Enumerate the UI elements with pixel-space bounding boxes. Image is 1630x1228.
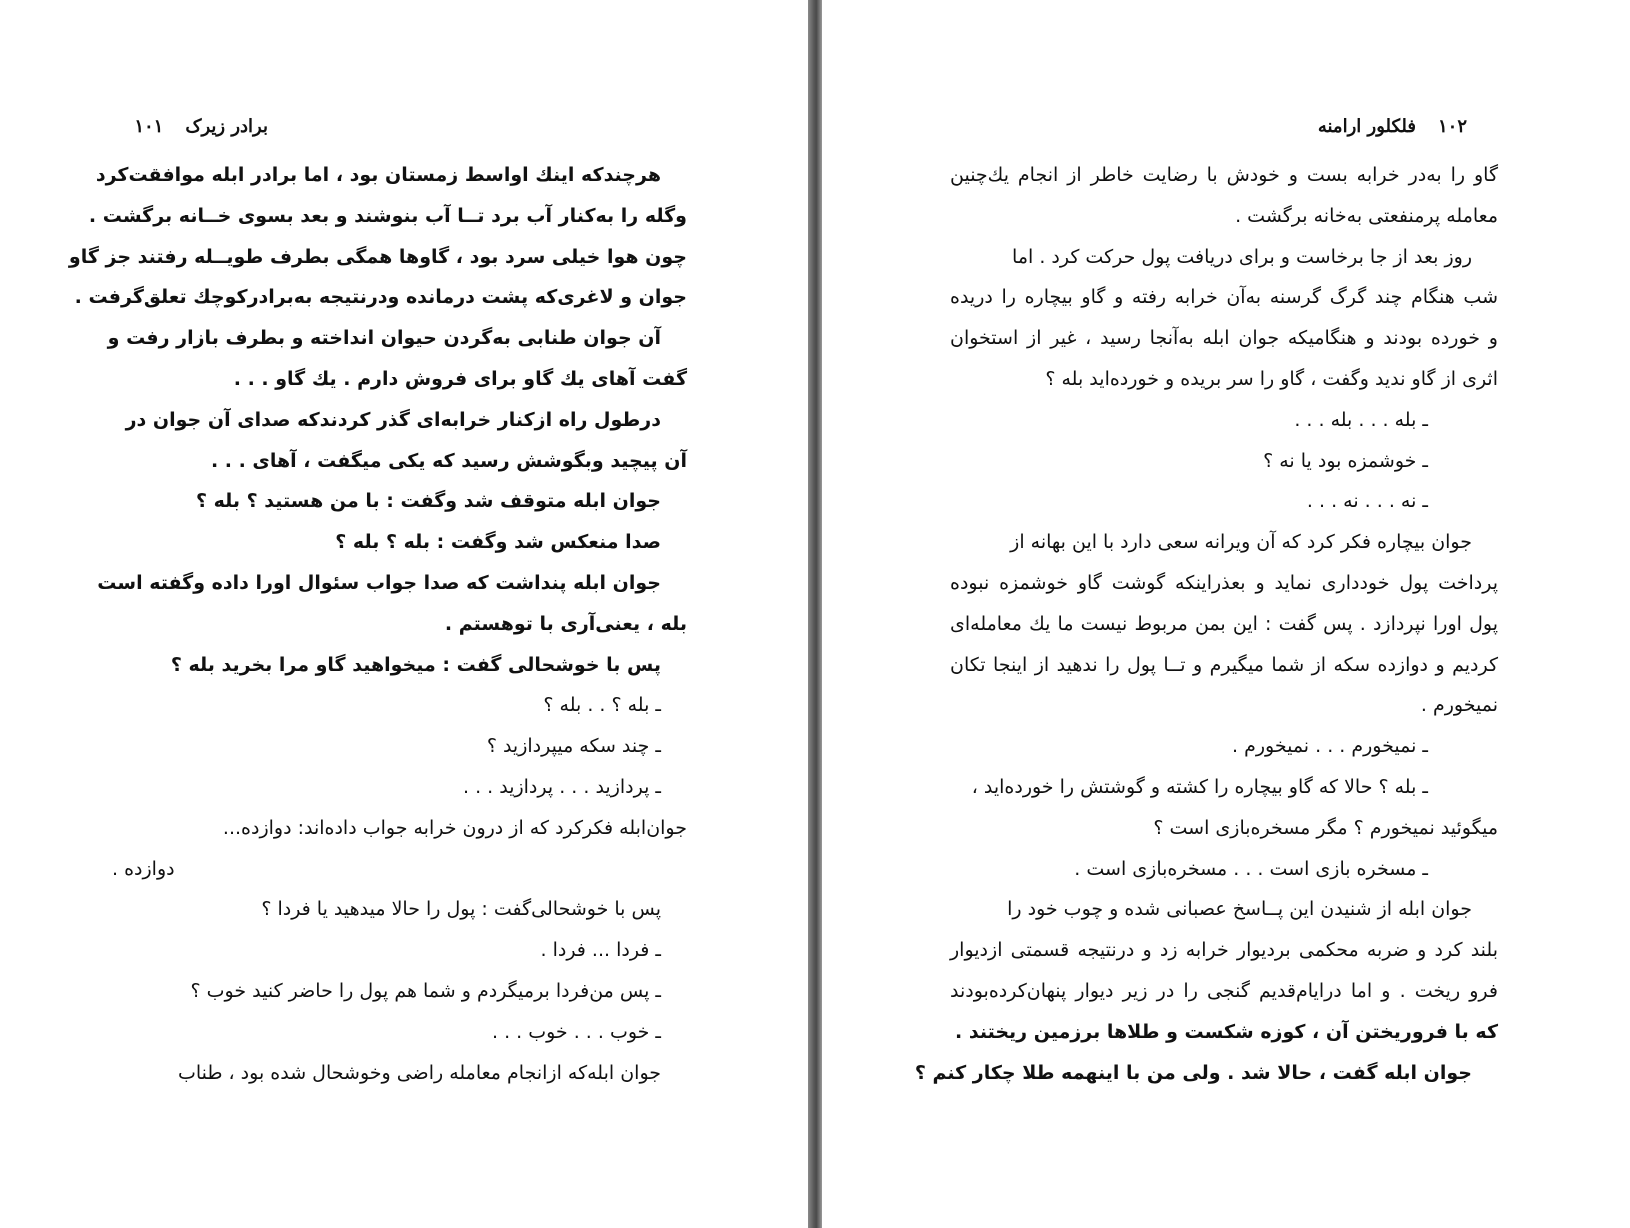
text-line: روز بعد از جا برخاست و برای دریافت پول حرکت کرد . اما bbox=[1012, 245, 1472, 268]
text-line: جوان بیچاره فکر کرد که آن ویرانه سعی دارد با این بهانه از bbox=[1010, 531, 1472, 554]
text-line: ـ پس من‌فردا برمیگردم و شما هم پول را حاضر کنید خوب ؟ bbox=[190, 979, 661, 1002]
text-line: جوان ابله‌که ازانجام معامله راضی وخوشحال شده بود ، طناب bbox=[177, 1061, 661, 1084]
text-line: ـ بله . . . بله . . . bbox=[1294, 408, 1428, 431]
text-line: ـ فردا ... فردا . bbox=[540, 939, 661, 962]
page-title: فلکلور ارامنه bbox=[1317, 116, 1416, 137]
text-line: جوان ابله از شنیدن این پــاسخ عصبانی شده و چوب خود را bbox=[1007, 898, 1472, 921]
text-line: ـ نمیخورم . . . نمیخورم . bbox=[1231, 735, 1428, 758]
text-line: ـ مسخره بازی است . . . مسخره‌بازی است . bbox=[1074, 857, 1428, 880]
text-line: جوان‌ابله فکرکرد که از درون خرابه جواب داده‌اند: دوازده... bbox=[222, 816, 687, 839]
text-line: ـ پردازید . . . پردازید . . . bbox=[462, 775, 661, 798]
text-line: چون هوا خیلی سرد بود ، گاوها همگی بطرف طویــله رفتند جز گاو bbox=[68, 245, 687, 268]
page-header bbox=[1309, 116, 1467, 137]
text-line: بلند کرد و ضربه محکمی بردیوار خرابه زد و درنتیجه قسمتی ازدیوار bbox=[950, 939, 1498, 962]
text-line: پول اورا نپردازد . پس گفت : این بمن مربوط نیست ما یك معامله‌ای bbox=[950, 612, 1498, 635]
text-line: صدا منعکس شد وگفت : بله ؟ بله ؟ bbox=[335, 531, 661, 554]
text-line: آن پیچید وبگوشش رسید که یکی میگفت ، آهای . . . bbox=[210, 449, 687, 472]
page-title: برادر زیرک bbox=[185, 116, 268, 137]
text-line: پرداخت پول خودداری نماید و بعذراینکه گوشت گاو خوشمزه نبوده bbox=[950, 571, 1498, 594]
text-line: فرو ریخت . و اما درایام‌قدیم گنجی را در زیر دیوار پنهان‌کرده‌بودند bbox=[950, 979, 1498, 1002]
text-line: گفت آهای یك گاو برای فروش دارم . یك گاو . . . bbox=[233, 367, 687, 390]
page-number: ۱۰۱ bbox=[134, 116, 164, 137]
text-line: اثری از گاو ندید وگفت ، گاو را سر بریده و خورده‌اید بله ؟ bbox=[1045, 367, 1498, 390]
text-line: معامله پرمنفعتی به‌خانه برگشت . bbox=[1235, 204, 1498, 227]
text-line: وگله را به‌کنار آب برد تــا آب بنوشند و بعد بسوی خــانه برگشت . bbox=[88, 204, 687, 227]
text-line: جوان و لاغری‌که پشت درمانده ودرنتیجه به‌برادرکوچك تعلق‌گرفت . bbox=[74, 286, 687, 309]
text-line: کردیم و دوازده سکه از شما میگیرم و تــا پول را ندهید از اینجا تکان bbox=[950, 653, 1498, 676]
text-line: میگوئید نمیخورم ؟ مگر مسخره‌بازی است ؟ bbox=[1153, 816, 1498, 839]
text-line: آن جوان طنابی به‌گردن حیوان انداخته و بطرف بازار رفت و bbox=[107, 327, 661, 350]
text-line: جوان ابله گفت ، حالا شد . ولی من با اینهمه طلا چکار کنم ؟ bbox=[914, 1061, 1472, 1084]
text-line: درطول راه ازکنار خرابه‌ای گذر کردندکه صدای آن جوان در bbox=[125, 408, 661, 431]
page-body bbox=[914, 155, 1498, 1093]
text-line: ـ بله ؟ حالا که گاو بیچاره را کشته و گوشتش را خورده‌اید ، bbox=[971, 775, 1428, 798]
text-line: و خورده بودند و هنگامیکه جوان ابله به‌آنجا رسید ، غیر از استخوان bbox=[950, 327, 1498, 350]
text-line: ـ نه . . . نه . . . bbox=[1306, 490, 1428, 513]
text-line: هرچندکه اینك اواسط زمستان بود ، اما برادر ابله موافقت‌کرد bbox=[95, 164, 661, 186]
text-line: که با فروریختن آن ، کوزه شکست و طلاها برزمین ریختند . bbox=[955, 1020, 1498, 1043]
text-line: گاو را به‌در خرابه بست و خودش با رضایت خاطر از انجام یك‌چنین bbox=[950, 164, 1498, 186]
left-page bbox=[0, 0, 808, 1228]
text-line: جوان ابله متوقف شد وگفت : با من هستید ؟ بله ؟ bbox=[195, 490, 661, 513]
text-line: پس با خوشحالی‌گفت : پول را حالا میدهید یا فردا ؟ bbox=[261, 898, 661, 921]
text-line: نمیخورم . bbox=[1420, 694, 1498, 717]
text-line: بله ، یعنی‌آری با توهستم . bbox=[444, 612, 687, 635]
text-line: ـ خوب . . . خوب . . . bbox=[491, 1020, 661, 1043]
text-line: ـ خوشمزه بود یا نه ؟ bbox=[1263, 449, 1428, 472]
text-line: ـ چند سکه میپردازید ؟ bbox=[486, 735, 661, 758]
book-spine bbox=[808, 0, 822, 1228]
text-line: شب هنگام چند گرگ گرسنه به‌آن خرابه رفته و گاو بیچاره را دریده bbox=[950, 286, 1498, 309]
page-header bbox=[122, 116, 268, 137]
right-page bbox=[822, 0, 1630, 1228]
page-number: ۱۰۲ bbox=[1437, 116, 1467, 137]
text-line: دوازده . bbox=[112, 857, 175, 880]
text-line: ـ بله ؟ . . بله ؟ bbox=[543, 694, 661, 717]
text-line: پس با خوشحالی گفت : میخواهید گاو مرا بخرید بله ؟ bbox=[170, 653, 661, 676]
text-line: جوان ابله پنداشت که صدا جواب سئوال اورا داده وگفته است bbox=[97, 571, 661, 594]
page-body bbox=[68, 155, 687, 1093]
